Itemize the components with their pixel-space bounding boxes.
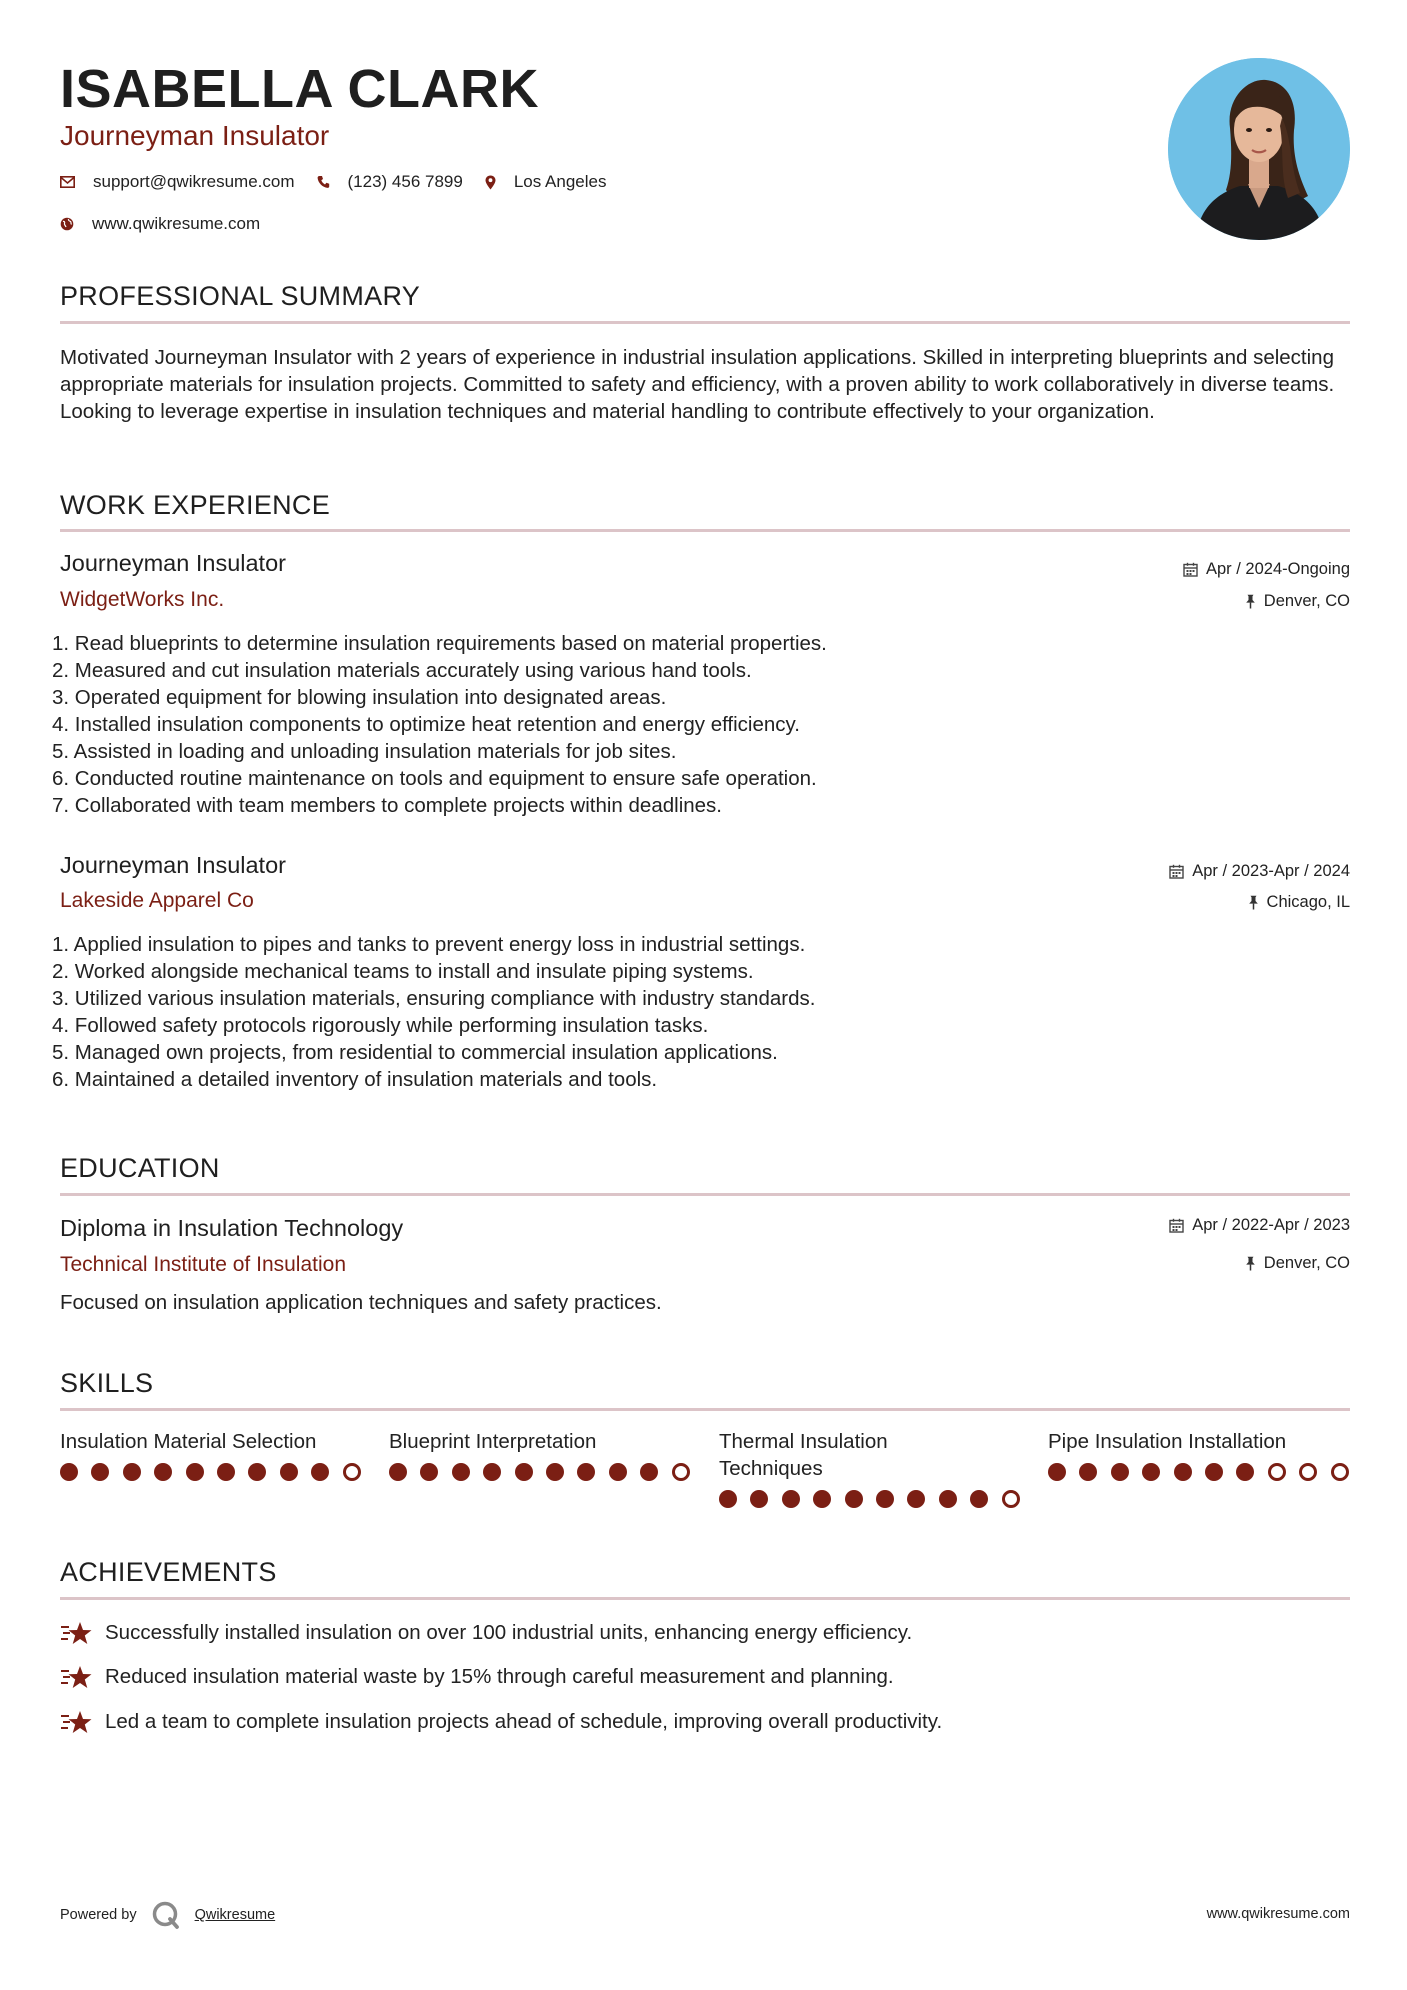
rating-dot-filled: [420, 1463, 438, 1481]
map-pin-icon: [485, 175, 496, 190]
section-title-experience: WORK EXPERIENCE: [60, 490, 331, 520]
powered-by-label: Powered by: [60, 1907, 137, 1923]
qwikresume-logo-icon: [151, 1900, 181, 1930]
pin-icon: [1245, 1256, 1256, 1271]
pin-icon: [1245, 594, 1256, 609]
rating-dot-filled: [782, 1490, 800, 1508]
star-icon: [60, 1664, 93, 1690]
contact-phone[interactable]: [317, 172, 463, 192]
rating-dot-filled: [1142, 1463, 1160, 1481]
skill-item: [719, 1428, 949, 1508]
rating-dot-filled: [483, 1463, 501, 1481]
envelope-icon: [60, 176, 75, 188]
section-divider: [60, 1597, 1350, 1600]
skill-item: [389, 1428, 689, 1481]
calendar-icon: [1169, 1218, 1184, 1233]
achievement-item: [60, 1709, 942, 1735]
calendar-icon: [1169, 864, 1184, 879]
skill-name: Thermal Insulation Techniques: [719, 1430, 888, 1480]
school-name: Technical Institute of Insulation: [60, 1253, 347, 1276]
star-icon: [60, 1709, 93, 1735]
rating-dot-filled: [311, 1463, 329, 1481]
candidate-name: ISABELLA CLARK: [60, 59, 539, 119]
rating-dot-filled: [154, 1463, 172, 1481]
skill-name: Insulation Material Selection: [60, 1430, 317, 1453]
rating-dot-filled: [217, 1463, 235, 1481]
rating-dot-filled: [123, 1463, 141, 1481]
skill-rating: [389, 1463, 689, 1481]
rating-dot-filled: [546, 1463, 564, 1481]
contact-website[interactable]: [60, 214, 260, 234]
rating-dot-filled: [91, 1463, 109, 1481]
section-divider: [60, 1408, 1350, 1411]
skill-name: Pipe Insulation Installation: [1048, 1430, 1287, 1453]
portrait-image: [1168, 58, 1350, 240]
list-item: 2. Measured and cut insulation materials accurately using various hand tools.: [52, 659, 752, 682]
job-bullets: [52, 931, 1342, 1093]
avatar: [1168, 58, 1350, 240]
contact-row: [60, 172, 628, 192]
list-item: 6. Conducted routine maintenance on tools and equipment to ensure safe operation.: [52, 767, 817, 790]
rating-dot-filled: [60, 1463, 78, 1481]
rating-dot-filled: [280, 1463, 298, 1481]
list-item: 4. Followed safety protocols rigorously while performing insulation tasks.: [52, 1014, 709, 1037]
rating-dot-filled: [452, 1463, 470, 1481]
company-name: Lakeside Apparel Co: [60, 889, 254, 912]
rating-dot-filled: [609, 1463, 627, 1481]
skill-name: Blueprint Interpretation: [389, 1430, 597, 1453]
rating-dot-filled: [1111, 1463, 1129, 1481]
rating-dot-filled: [750, 1490, 768, 1508]
job-dates-text: Apr / 2024-Ongoing: [1205, 560, 1350, 578]
achievement-text: Reduced insulation material waste by 15% through careful measurement and planning.: [105, 1665, 894, 1688]
job-title: Journeyman Insulator: [60, 852, 286, 878]
achievement-text: Led a team to complete insulation projects ahead of schedule, improving overall productivity.: [105, 1710, 943, 1733]
footer-website[interactable]: www.qwikresume.com: [1206, 1906, 1350, 1922]
education-dates: [1169, 1216, 1350, 1235]
email-text: support@qwikresume.com: [93, 172, 295, 191]
rating-dot-filled: [813, 1490, 831, 1508]
skill-item: [60, 1428, 360, 1481]
rating-dot-filled: [515, 1463, 533, 1481]
list-item: 5. Assisted in loading and unloading insulation materials for job sites.: [52, 740, 677, 763]
company-name: WidgetWorks Inc.: [60, 588, 225, 611]
globe-icon: [60, 217, 74, 231]
section-divider: [60, 1193, 1350, 1196]
rating-dot-empty: [343, 1463, 361, 1481]
achievement-text: Successfully installed insulation on over 100 industrial units, enhancing energy efficiency.: [105, 1621, 913, 1644]
job-location-text: Chicago, IL: [1266, 893, 1350, 911]
skill-rating: [60, 1463, 360, 1481]
education-location-text: Denver, CO: [1263, 1254, 1350, 1272]
rating-dot-filled: [907, 1490, 925, 1508]
rating-dot-filled: [1205, 1463, 1223, 1481]
rating-dot-filled: [1048, 1463, 1066, 1481]
skill-rating: [719, 1490, 949, 1508]
rating-dot-empty: [1331, 1463, 1349, 1481]
rating-dot-filled: [719, 1490, 737, 1508]
section-title-education: EDUCATION: [60, 1153, 220, 1183]
rating-dot-empty: [1268, 1463, 1286, 1481]
rating-dot-filled: [186, 1463, 204, 1481]
rating-dot-filled: [577, 1463, 595, 1481]
section-divider: [60, 529, 1350, 532]
contact-location: [485, 172, 607, 192]
rating-dot-filled: [939, 1490, 957, 1508]
section-divider: [60, 321, 1350, 324]
rating-dot-filled: [970, 1490, 988, 1508]
list-item: 7. Collaborated with team members to complete projects within deadlines.: [52, 794, 722, 817]
rating-dot-empty: [672, 1463, 690, 1481]
rating-dot-filled: [389, 1463, 407, 1481]
achievement-item: [60, 1620, 912, 1646]
star-icon: [60, 1620, 93, 1646]
job-location: [1248, 893, 1350, 912]
education-description: Focused on insulation application techniques and safety practices.: [60, 1291, 662, 1314]
contact-row: [60, 214, 282, 234]
education-location: [1245, 1254, 1350, 1273]
rating-dot-filled: [1236, 1463, 1254, 1481]
list-item: 3. Operated equipment for blowing insulation into designated areas.: [52, 686, 667, 709]
rating-dot-empty: [1299, 1463, 1317, 1481]
rating-dot-empty: [1002, 1490, 1020, 1508]
contact-email[interactable]: [60, 172, 295, 192]
degree-title: Diploma in Insulation Technology: [60, 1215, 404, 1241]
rating-dot-filled: [876, 1490, 894, 1508]
section-title-summary: PROFESSIONAL SUMMARY: [60, 281, 421, 311]
job-bullets: [52, 630, 1342, 819]
job-location-text: Denver, CO: [1263, 592, 1350, 610]
location-text: Los Angeles: [513, 172, 607, 191]
list-item: 6. Maintained a detailed inventory of insulation materials and tools.: [52, 1068, 658, 1091]
job-dates: [1169, 862, 1350, 881]
website-text: www.qwikresume.com: [92, 214, 261, 233]
list-item: 2. Worked alongside mechanical teams to install and insulate piping systems.: [52, 960, 754, 983]
phone-text: (123) 456 7899: [347, 172, 463, 191]
pin-icon: [1248, 895, 1259, 910]
footer-powered-by: [60, 1900, 275, 1930]
job-dates: [1183, 560, 1350, 579]
list-item: 5. Managed own projects, from residential to commercial insulation applications.: [52, 1041, 778, 1064]
education-dates-text: Apr / 2022-Apr / 2023: [1192, 1216, 1350, 1234]
job-location: [1245, 592, 1350, 611]
skill-item: [1048, 1428, 1348, 1481]
candidate-role: Journeyman Insulator: [60, 120, 330, 151]
section-title-skills: SKILLS: [60, 1368, 154, 1398]
brand-link[interactable]: Qwikresume: [194, 1907, 276, 1923]
list-item: 4. Installed insulation components to optimize heat retention and energy efficiency.: [52, 713, 800, 736]
rating-dot-filled: [1174, 1463, 1192, 1481]
list-item: 3. Utilized various insulation materials, ensuring compliance with industry standards.: [52, 987, 816, 1010]
job-title: Journeyman Insulator: [60, 550, 286, 576]
rating-dot-filled: [1079, 1463, 1097, 1481]
calendar-icon: [1183, 562, 1198, 577]
section-title-achievements: ACHIEVEMENTS: [60, 1557, 277, 1587]
achievement-item: [60, 1664, 894, 1690]
skill-rating: [1048, 1463, 1348, 1481]
job-dates-text: Apr / 2023-Apr / 2024: [1192, 862, 1350, 880]
list-item: 1. Read blueprints to determine insulation requirements based on material properties.: [52, 632, 827, 655]
rating-dot-filled: [845, 1490, 863, 1508]
summary-text: Motivated Journeyman Insulator with 2 years of experience in industrial insulation applications. Skilled in interpreting blueprints and selecting appropriate materials for insulation projects. Committed to safety and efficiency, with a proven ability to work collaboratively in diverse teams. Looking to leverage expertise in insulation techniques and material handling to contribute effectively to your organization.: [60, 346, 1335, 423]
rating-dot-filled: [248, 1463, 266, 1481]
list-item: 1. Applied insulation to pipes and tanks to prevent energy loss in industrial settings.: [52, 933, 806, 956]
rating-dot-filled: [640, 1463, 658, 1481]
phone-icon: [317, 175, 330, 189]
